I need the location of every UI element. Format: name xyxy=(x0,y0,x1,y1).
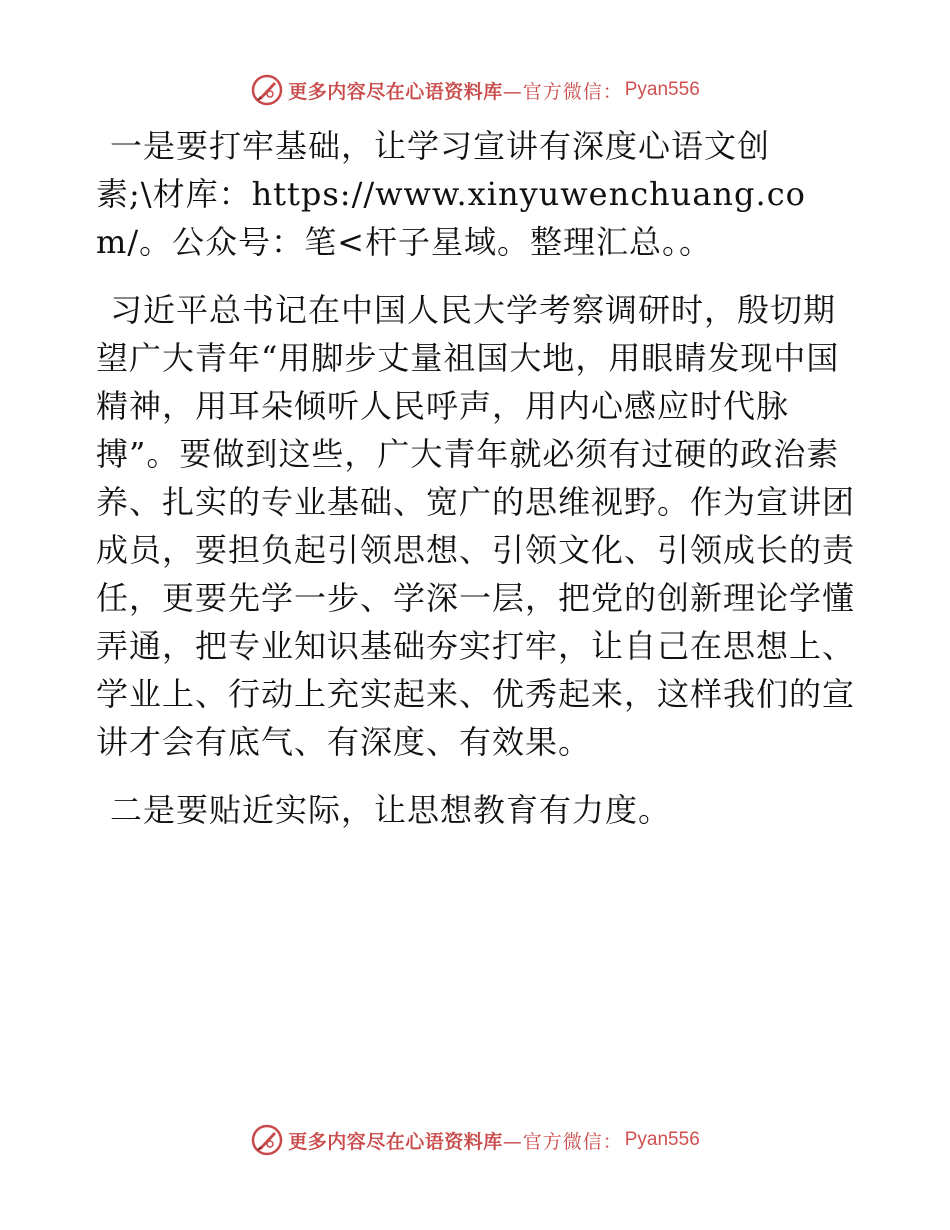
watermark-main-text: 更多内容尽在心语资料库 xyxy=(288,80,503,103)
paragraph-3: 二是要贴近实际，让思想教育有力度。 xyxy=(110,791,672,829)
watermark-main-text: 更多内容尽在心语资料库 xyxy=(288,1130,503,1153)
watermark-wechat-id: Pyan556 xyxy=(624,79,700,100)
document-body xyxy=(96,122,856,854)
watermark-banner-bottom xyxy=(0,1120,950,1160)
quill-seal-icon xyxy=(250,73,284,107)
watermark-banner-top xyxy=(0,70,950,110)
paragraph-2: 习近平总书记在中国人民大学考察调研时，殷切期望广大青年“用脚步丈量祖国大地，用眼睛发现中国精神，用耳朵倾听人民呼声，用内心感应时代脉搏”。要做到这些，广大青年就必须有过硬的政治素养、扎实的专业基础、宽广的思维视野。作为宣讲团成员，要担负起引领思想、引领文化、引领成长的责任，更要先学一步、学深一层，把党的创新理论学懂弄通，把专业知识基础夯实打牢，让自己在思想上、学业上、行动上充实起来、优秀起来，这样我们的宣讲才会有底气、有深度、有效果。 xyxy=(96,291,856,761)
paragraph-1: 一是要打牢基础，让学习宣讲有深度心语文创素;\材库：https://www.xinyuwenchuang.com/。公众号：笔<杆子星域。整理汇总。。 xyxy=(96,127,806,261)
watermark-separator: —官方微信： xyxy=(502,80,623,103)
watermark-separator: —官方微信： xyxy=(502,1130,623,1153)
quill-seal-icon xyxy=(250,1123,284,1157)
watermark-wechat-id: Pyan556 xyxy=(624,1129,700,1150)
